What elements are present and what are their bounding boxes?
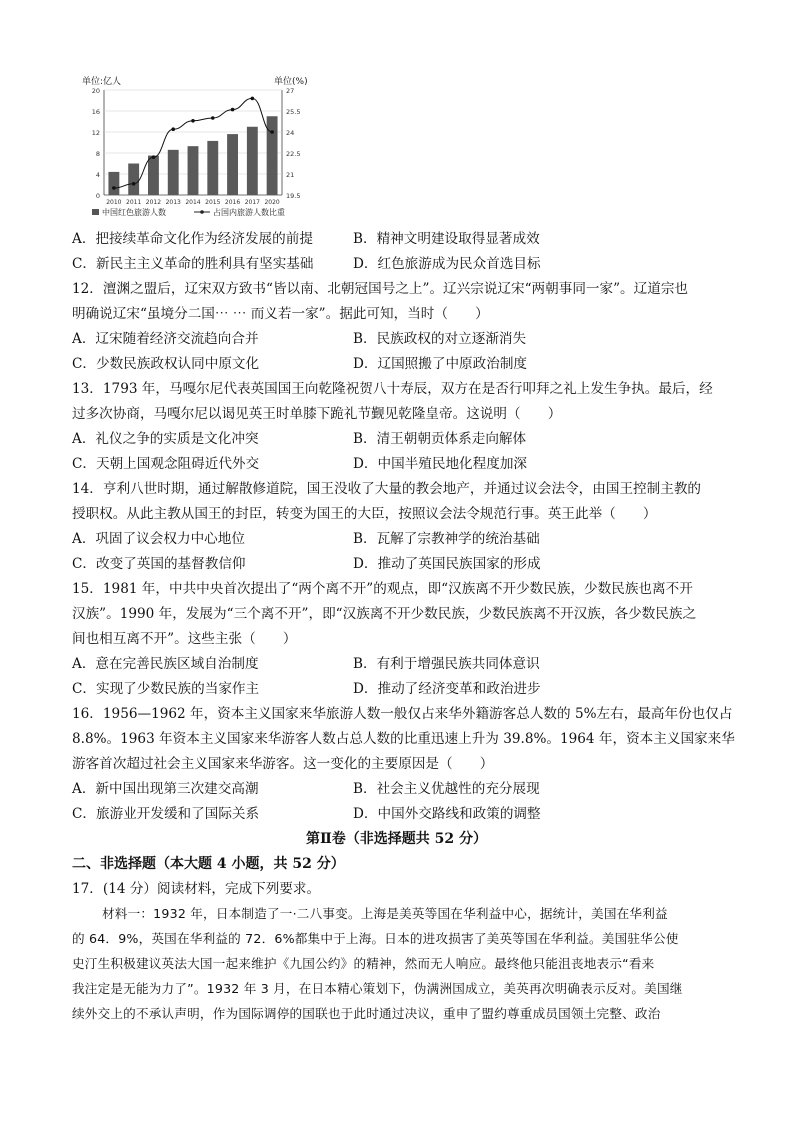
ratio-point-2014 — [191, 119, 195, 123]
x-tick-label: 2015 — [205, 199, 221, 206]
q15-option-a: A．意在完善民族区域自治制度 — [72, 656, 259, 672]
ratio-point-2012 — [152, 155, 156, 159]
q15-option-d: D．推动了经济变革和政治进步 — [353, 681, 541, 697]
material1-line5: 续外交上的不承认声明，作为国际调停的国联也于此时通过决议，重申了盟约尊重成员国领土完整、政治 — [72, 1006, 661, 1021]
q14-option-c: C．改变了英国的基督教信仰 — [72, 556, 246, 572]
q16-stem-line3: 游客首次超过社会主义国家来华游客。这一变化的主要原因是（ ） — [72, 756, 494, 772]
bar-2017 — [247, 127, 258, 195]
left-tick-label: 20 — [91, 87, 100, 95]
ratio-point-2010 — [112, 186, 116, 190]
q15-option-b: B．有利于增强民族共同体意识 — [353, 656, 540, 672]
q12-option-a: A．辽宋随着经济交流趋向合并 — [72, 331, 259, 347]
x-tick-label: 2012 — [145, 199, 162, 206]
q16-option-a: A．新中国出现第三次建交高潮 — [72, 781, 259, 797]
left-tick-label: 0 — [95, 192, 100, 200]
right-tick-label: 25.5 — [286, 108, 301, 116]
section2-title: 二、非选择题（本大题 4 小题，共 52 分） — [72, 856, 345, 872]
bar-2012 — [148, 156, 159, 195]
bar-2015 — [207, 141, 218, 195]
x-tick-label: 2020 — [264, 199, 280, 206]
material1-line4: 我注定是无能为力了”。1932 年 3 月，在日本精心策划下，伪满洲国成立，美英再次明确表示反对。美国继 — [72, 981, 683, 996]
q15-stem-line3: 间也相互离不开”。这些主张（ ） — [72, 631, 297, 647]
x-tick-label: 2011 — [126, 199, 142, 206]
part2-title: 第Ⅱ卷（非选择题共 52 分） — [305, 831, 488, 847]
legend-bar-label: 中国红色旅游人数 — [102, 208, 166, 216]
right-tick-label: 22.5 — [286, 150, 301, 158]
ratio-point-2013 — [171, 127, 175, 131]
left-unit-label: 单位:亿人 — [82, 77, 122, 87]
q13-option-b: B．清王朝朝贡体系走向解体 — [353, 431, 527, 447]
q11-option-b: B．精神文明建设取得显著成效 — [353, 231, 540, 247]
right-tick-label: 19.5 — [286, 192, 301, 200]
q14-option-a: A．巩固了议会权力中心地位 — [72, 531, 245, 547]
q12-stem-line2: 明确说辽宋“虽境分二国⋯ ⋯ 而义若一家”。据此可知，当时（ ） — [72, 306, 489, 322]
ratio-point-2011 — [132, 182, 136, 186]
q16-stem-line2: 8.8%。1963 年资本主义国家来华游客人数占总人数的比重迅速上升为 39.8%。1964 年，资本主义国家来华 — [72, 731, 735, 747]
q11-option-d: D．红色旅游成为民众首选目标 — [353, 256, 541, 272]
x-tick-label: 2013 — [165, 199, 181, 206]
x-tick-label: 2016 — [224, 199, 241, 206]
bar-2013 — [168, 150, 179, 195]
q16-option-c: C．旅游业开发缓和了国际关系 — [72, 806, 260, 822]
x-tick-label: 2017 — [244, 199, 260, 206]
q16-stem-line1: 16．1956—1962 年，资本主义国家来华旅游人数一般仅占来华外籍游客总人数的 5%左右，最高年份也仅占 — [72, 706, 733, 722]
bar-2010 — [108, 172, 119, 195]
bar-2016 — [227, 134, 238, 195]
legend-bar-swatch — [92, 209, 99, 215]
left-tick-label: 8 — [95, 150, 100, 158]
q16-option-b: B．社会主义优越性的充分展现 — [353, 781, 540, 797]
left-tick-label: 16 — [91, 108, 100, 116]
q13-option-c: C．天朝上国观念阻碍近代外交 — [72, 456, 260, 472]
right-tick-label: 27 — [286, 87, 295, 95]
ratio-point-2020 — [270, 130, 274, 134]
chart-legend — [92, 207, 285, 216]
q16-option-d: D．中国外交路线和政策的调整 — [353, 806, 541, 822]
q13-stem-line2: 过多次协商，马嘎尔尼以谒见英王时单膝下跪礼节觐见乾隆皇帝。这说明（ ） — [72, 406, 562, 422]
left-tick-label: 4 — [95, 171, 100, 179]
q13-option-d: D．中国半殖民地化程度加深 — [353, 456, 528, 472]
bar-2020 — [267, 116, 278, 195]
q12-option-c: C．少数民族政权认同中原文化 — [72, 356, 260, 372]
right-tick-label: 24 — [286, 129, 295, 137]
q17-intro: 17．(14 分）阅读材料，完成下列要求。 — [72, 881, 321, 897]
q15-option-c: C．实现了少数民族的当家作主 — [72, 681, 260, 697]
q15-stem-line1: 15．1981 年，中共中央首次提出了“两个离不开”的观点，即“汉族离不开少数民族，少数民族也离不开 — [72, 581, 693, 597]
q12-stem-line1: 12．澶渊之盟后，辽宋双方致书“皆以南、北朝冠国号之上”。辽兴宗说辽宋“两朝事同一家”。辽道宗也 — [72, 281, 689, 297]
bar-2014 — [188, 146, 199, 195]
ratio-point-2016 — [231, 108, 235, 112]
x-tick-label: 2014 — [185, 199, 201, 206]
q14-option-d: D．推动了英国民族国家的形成 — [353, 556, 541, 572]
q12-option-d: D．辽国照搬了中原政治制度 — [353, 356, 528, 372]
q11-option-c: C．新民主主义革命的胜利具有坚实基础 — [72, 256, 314, 272]
bar-2011 — [128, 164, 139, 196]
q11-option-a: A．把接续革命文化作为经济发展的前提 — [72, 231, 313, 247]
q12-option-b: B．民族政权的对立逐渐消失 — [353, 331, 527, 347]
q13-stem-line1: 13．1793 年，马嘎尔尼代表英国国王向乾隆祝贺八十寿辰，双方在是否行叩拜之礼上发生争执。最后，经 — [72, 381, 713, 397]
q14-stem-line2: 授职权。从此主教从国王的封臣，转变为国王的大臣，按照议会法令规范行事。英王此举（ ） — [72, 506, 657, 522]
q14-stem-line1: 14．亨利八世时期，通过解散修道院，国王没收了大量的教会地产，并通过议会法令，由国王控制主教的 — [72, 481, 702, 497]
q14-option-b: B．瓦解了宗教神学的统治基础 — [353, 531, 540, 547]
right-unit-label: 单位(%) — [274, 77, 308, 87]
tourism-chart — [78, 76, 318, 216]
material1-line2: 的 64．9%，英国在华利益的 72．6%都集中于上海。日本的进攻损害了美英等国在华利益。美国驻华公使 — [72, 931, 679, 946]
right-tick-label: 21 — [286, 171, 295, 179]
q13-option-a: A．礼仪之争的实质是文化冲突 — [72, 431, 259, 447]
q15-stem-line2: 汉族”。1990 年，发展为“三个离不开”，即“汉族离不开少数民族，少数民族离不开汉族，各少数民族之 — [72, 606, 697, 622]
left-tick-label: 12 — [91, 129, 100, 137]
legend-line-marker — [200, 210, 204, 214]
ratio-point-2017 — [251, 97, 255, 101]
ratio-point-2015 — [211, 116, 215, 120]
material1-line1: 材料一：1932 年，日本制造了一·二八事变。上海是美英等国在华利益中心，据统计，美国在华利益 — [102, 906, 668, 921]
legend-line-label: 占国内旅游人数比重 — [213, 208, 285, 216]
material1-line3: 史汀生积极建议英法大国一起来维护《九国公约》的精神，然而无人响应。最终他只能沮丧地表示“看来 — [72, 956, 655, 971]
x-tick-label: 2010 — [106, 199, 122, 206]
